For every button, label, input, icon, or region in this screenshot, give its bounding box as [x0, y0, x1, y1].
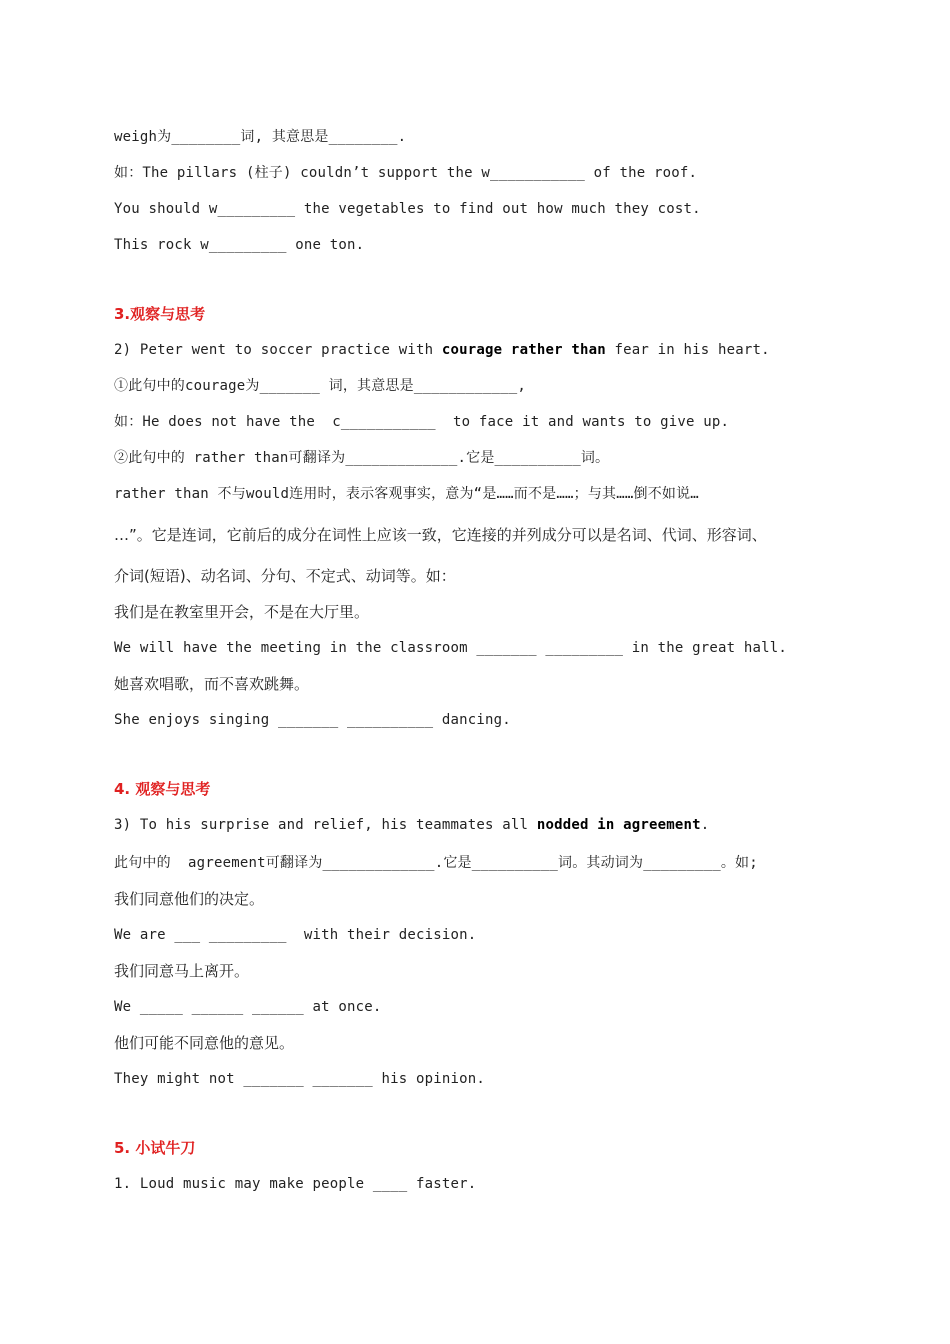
section4-example-1-chinese: 我们同意他们的决定。 [114, 890, 265, 908]
section5-question-1: 1. Loud music may make people ____ faster. [114, 1176, 477, 1192]
section3-explanation-2: …”。它是连词，它前后的成分在词性上应该一致，它连接的并列成分可以是名词、代词、形容词、 [114, 526, 767, 544]
section4-example-3-english: They might not _______ _______ his opinion. [114, 1071, 486, 1087]
section4-example-1-english: We are ___ _________ with their decision. [114, 927, 477, 943]
section3-example-1-chinese: 我们是在教室里开会，不是在大厅里。 [114, 603, 370, 621]
section3-sentence: 2) Peter went to soccer practice with courage rather than fear in his heart. [114, 342, 770, 358]
section4-key-phrase: nodded in agreement [536, 817, 701, 833]
section3-heading: 3.观察与思考 [114, 305, 206, 323]
section4-heading: 4. 观察与思考 [114, 780, 211, 798]
section3-example-2-chinese: 她喜欢唱歌，而不喜欢跳舞。 [114, 675, 310, 693]
section4-example-3-chinese: 他们可能不同意他的意见。 [114, 1034, 295, 1052]
section3-explanation-3: 介词(短语)、动名词、分句、不定式、动词等。如： [114, 567, 456, 585]
weigh-example-vegetables: You should w_________ the vegetables to find out how much they cost. [114, 201, 701, 217]
section3-question-1: ①此句中的courage为_______ 词，其意思是____________, [114, 378, 527, 394]
section5-heading: 5. 小试牛刀 [114, 1139, 196, 1157]
section3-example-1-english: We will have the meeting in the classroom _______ _________ in the great hall. [114, 640, 788, 656]
section3-explanation-1: rather than 不与would连用时，表示客观事实，意为“是……而不是……；与其……倒不如说… [114, 486, 699, 502]
section4-example-2-english: We _____ ______ ______ at once. [114, 999, 382, 1015]
weigh-example-pillars: 如：The pillars (柱子) couldn’t support the w___________ of the roof. [114, 165, 698, 181]
section4-question: 此句中的 agreement可翻译为_____________.它是__________词。其动词为_________。如; [114, 855, 758, 871]
section3-question-2: ②此句中的 rather than可翻译为_____________.它是__________词。 [114, 450, 610, 466]
weigh-definition-line: weigh为________词, 其意思是________. [114, 129, 407, 145]
section3-example-2-english: She enjoys singing _______ __________ dancing. [114, 712, 511, 728]
section3-question-1-example: 如：He does not have the c___________ to face it and wants to give up. [114, 414, 730, 430]
section3-key-phrase: courage rather than [441, 342, 606, 358]
section4-sentence: 3) To his surprise and relief, his teammates all nodded in agreement. [114, 817, 710, 833]
weigh-example-rock: This rock w_________ one ton. [114, 237, 365, 253]
section4-example-2-chinese: 我们同意马上离开。 [114, 962, 250, 980]
